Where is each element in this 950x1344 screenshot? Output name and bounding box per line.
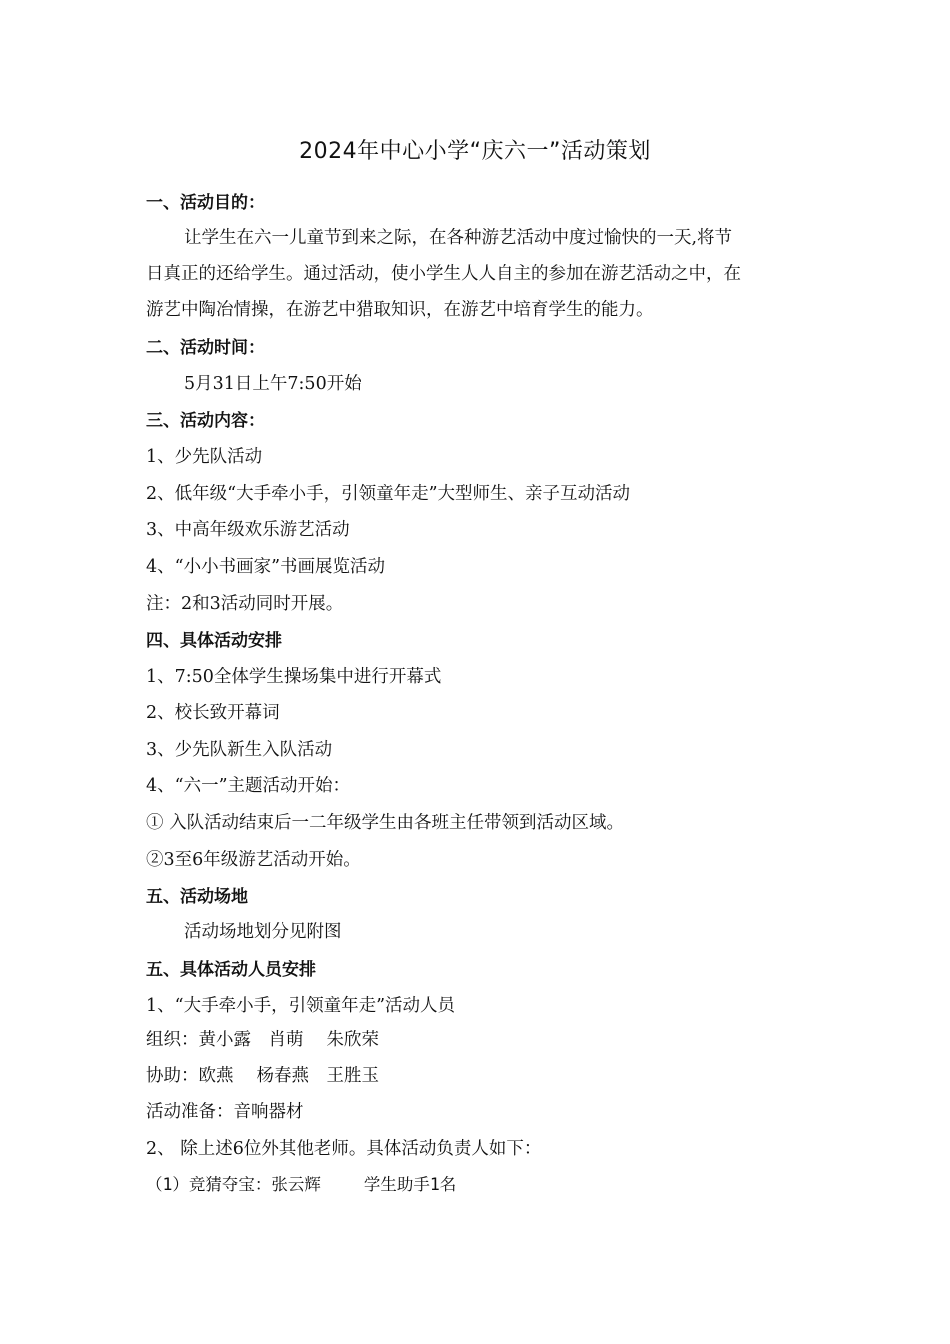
arrangement-item: 1、7:50全体学生操场集中进行开幕式 — [146, 667, 442, 687]
purpose-paragraph-line: 让学生在六一儿童节到来之际，在各种游艺活动中度过愉快的一天,将节 — [184, 228, 733, 248]
purpose-paragraph-line: 日真正的还给学生。通过活动，使小学生人人自主的参加在游艺活动之中，在 — [146, 264, 741, 284]
content-note: 注：2和3活动同时开展。 — [146, 594, 344, 614]
venue-text: 活动场地划分见附图 — [184, 922, 342, 942]
personnel-assistants: 协助：欧燕 杨春燕 王胜玉 — [146, 1066, 380, 1086]
arrangement-subitem: ②3至6年级游艺活动开始。 — [146, 850, 361, 870]
content-item: 4、“小小书画家”书画展览活动 — [146, 557, 386, 577]
section-heading-venue: 五、活动场地 — [146, 887, 248, 907]
personnel-organizers: 组织：黄小露 肖萌 朱欣荣 — [146, 1030, 380, 1050]
personnel-item: 2、 除上述6位外其他老师。具体活动负责人如下： — [146, 1139, 542, 1159]
activity-time: 5月31日上午7:50开始 — [184, 374, 362, 394]
document-title: 2024年中心小学“庆六一”活动策划 — [299, 139, 651, 164]
personnel-subitem: （1）竞猜夺宝：张云辉 学生助手1名 — [146, 1175, 457, 1194]
section-heading-purpose: 一、活动目的： — [146, 193, 265, 213]
arrangement-item: 3、少先队新生入队活动 — [146, 740, 333, 760]
section-heading-arrangement: 四、具体活动安排 — [146, 631, 282, 651]
personnel-item: 1、“大手牵小手，引领童年走”活动人员 — [146, 996, 456, 1016]
section-heading-content: 三、活动内容： — [146, 411, 265, 431]
arrangement-item: 2、校长致开幕词 — [146, 703, 280, 723]
content-item: 1、少先队活动 — [146, 447, 263, 467]
content-item: 2、低年级“大手牵小手，引领童年走”大型师生、亲子互动活动 — [146, 484, 631, 504]
personnel-equipment: 活动准备：音响器材 — [146, 1102, 304, 1122]
purpose-paragraph-line: 游艺中陶冶情操，在游艺中猎取知识，在游艺中培育学生的能力。 — [146, 300, 654, 320]
arrangement-item: 4、“六一”主题活动开始： — [146, 776, 351, 796]
section-heading-personnel: 五、具体活动人员安排 — [146, 960, 316, 980]
arrangement-subitem: ① 入队活动结束后一二年级学生由各班主任带领到活动区域。 — [146, 813, 625, 833]
content-item: 3、中高年级欢乐游艺活动 — [146, 520, 350, 540]
section-heading-time: 二、活动时间： — [146, 338, 265, 358]
